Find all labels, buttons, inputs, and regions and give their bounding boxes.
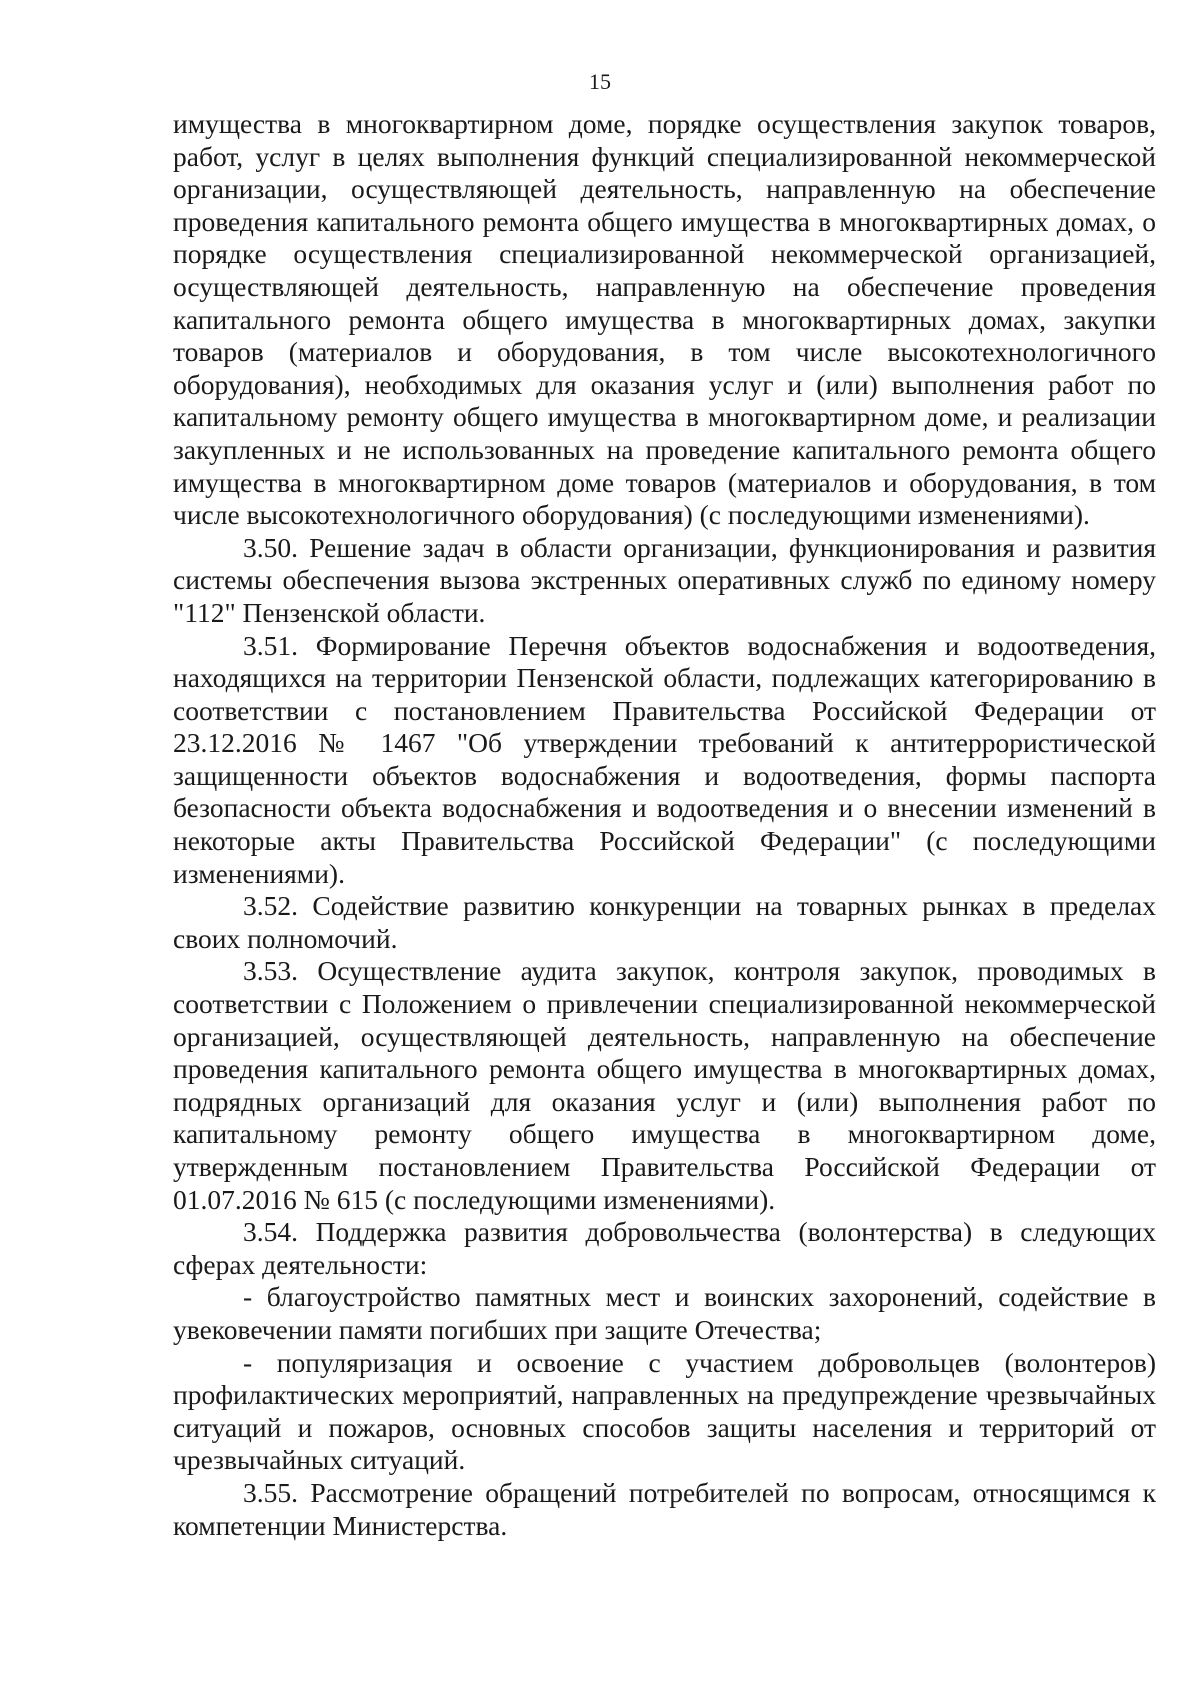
document-body <box>173 108 1156 1542</box>
paragraph-3-50: 3.50. Решение задач в области организации, функционирования и развития системы обеспечения вызова экстренных оперативных служб по единому номеру "112" Пензенской области. <box>173 531 1156 628</box>
paragraph-3-54: 3.54. Поддержка развития добровольчества (волонтерства) в следующих сферах деятельности: <box>173 1216 1156 1280</box>
list-item-prevention: - популяризация и освоение с участием добровольцев (волонтеров) профилактических мероприятий, направленных на предупреждение чрезвычайных ситуаций и пожаров, основных способов защиты населения и территорий от чрезвычайных ситуаций. <box>173 1346 1156 1476</box>
paragraph-3-55: 3.55. Рассмотрение обращений потребителей по вопросам, относящимся к компетенции Министерства. <box>173 1476 1156 1541</box>
paragraph-continuation: имущества в многоквартирном доме, порядке осуществления закупок товаров, работ, услуг в целях выполнения функций специализированной некоммерческой организации, осуществляющей деятельность, направленную на обеспечение проведения капитального ремонта общего имущества в многоквартирных домах, о порядке осуществления специализированной некоммерческой организацией, осуществляющей деятельность, направленную на обеспечение проведения капитального ремонта общего имущества в многоквартирных домах, закупки товаров (материалов и оборудования, в том числе высокотехнологичного оборудования), необходимых для оказания услуг и (или) выполнения работ по капитальному ремонту общего имущества в многоквартирном доме, и реализации закупленных и не использованных на проведение капитального ремонта общего имущества в многоквартирном доме товаров (материалов и оборудования, в том числе высокотехнологичного оборудования) (с последующими изменениями). <box>173 108 1156 531</box>
page-number: 15 <box>589 69 611 94</box>
paragraph-3-53: 3.53. Осуществление аудита закупок, контроля закупок, проводимых в соответствии с Положением о привлечении специализированной некоммерческой организацией, осуществляющей деятельность, направленную на обеспечение проведения капитального ремонта общего имущества в многоквартирных домах, подрядных организаций для оказания услуг и (или) выполнения работ по капитальному ремонту общего имущества в многоквартирном доме, утвержденным постановлением Правительства Российской Федерации от 01.07.2016 № 615 (с последующими изменениями). <box>173 955 1156 1215</box>
paragraph-3-51: 3.51. Формирование Перечня объектов водоснабжения и водоотведения, находящихся на территории Пензенской области, подлежащих категорированию в соответствии с постановлением Правительства Российской Федерации от 23.12.2016 № 1467 "Об утверждении требований к антитеррористической защищенности объектов водоснабжения и водоотведения, формы паспорта безопасности объекта водоснабжения и водоотведения и о внесении изменений в некоторые акты Правительства Российской Федерации" (с последующими изменениями). <box>173 629 1156 889</box>
list-item-memorials: - благоустройство памятных мест и воинских захоронений, содействие в увековечении памяти погибших при защите Отечества; <box>173 1281 1156 1345</box>
paragraph-3-52: 3.52. Содействие развитию конкуренции на товарных рынках в пределах своих полномочий. <box>173 890 1156 954</box>
